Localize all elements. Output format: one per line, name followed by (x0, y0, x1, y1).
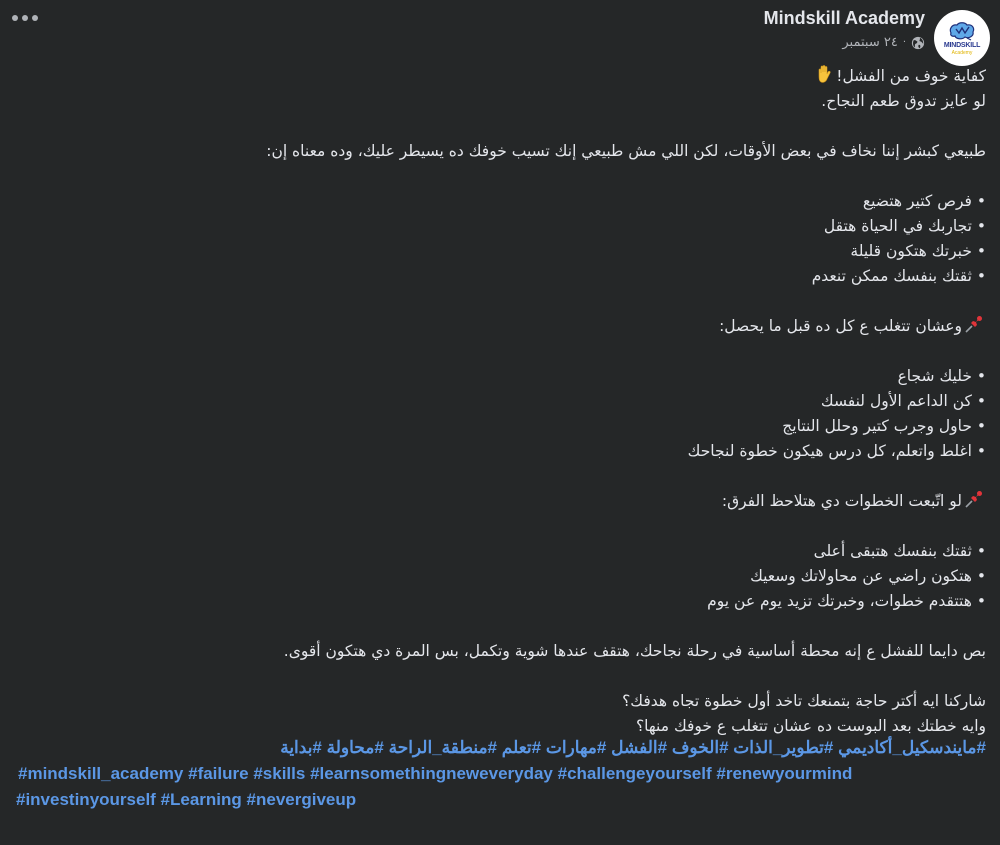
post-date-link[interactable]: ٢٤ سبتمبر (842, 35, 898, 50)
hashtag-link[interactable]: #Learning (160, 790, 242, 809)
post-line-0: كفاية خوف من الفشل! (11, 64, 986, 89)
bullet-item: • خبرتك هتكون قليلة (11, 239, 986, 264)
hashtags-english-line-2 (0, 787, 986, 813)
post-line-17: لو اتّبعت الخطوات دي هتلاحظ الفرق: (11, 489, 986, 514)
hashtag-link[interactable]: #renewyourmind (716, 764, 853, 783)
bullet-item: • ثقتك بنفسك ممكن تنعدم (11, 264, 986, 289)
hashtags-arabic (0, 735, 986, 761)
post-meta (842, 35, 925, 50)
bullet-item: • فرص كتير هتضيع (11, 189, 986, 214)
bullet-item: • خليك شجاع (11, 364, 986, 389)
post-body (11, 64, 986, 739)
hashtag-link[interactable]: #تعلم (501, 738, 542, 757)
bullet-item: • اغلط واتعلم، كل درس هيكون خطوة لنجاحك (11, 439, 986, 464)
post-line-25: شاركنا ايه أكتر حاجة بتمنعك تاخد أول خطوة تجاه هدفك؟ (622, 692, 986, 710)
hashtag-link[interactable]: #investinyourself (16, 790, 156, 809)
pushpin-emoji-icon (964, 314, 984, 334)
hashtag-link[interactable]: #محاولة (326, 738, 384, 757)
hashtag-link[interactable]: #learnsomethingneweveryday (310, 764, 553, 783)
post-spacer (11, 114, 986, 139)
hashtag-link[interactable]: #challengeyourself (557, 764, 712, 783)
hashtags-block (0, 735, 986, 813)
hashtag-link[interactable]: #failure (188, 764, 249, 783)
hashtag-link[interactable]: #بداية (280, 738, 322, 757)
bullet-item: • تجاربك في الحياة هتقل (11, 214, 986, 239)
brain-logo-icon (947, 21, 977, 41)
post-line-10: وعشان تتغلب ع كل ده قبل ما يحصل: (11, 314, 986, 339)
meta-separator: · (902, 37, 906, 48)
post-spacer (11, 289, 986, 314)
bullet-item: • هتكون راضي عن محاولاتك وسعيك (11, 564, 986, 589)
post-line-23: بص دايما للفشل ع إنه محطة أساسية في رحلة نجاحك، هتقف عندها شوية وتكمل، بس المرة دي هتكون أقوى. (283, 642, 986, 660)
globe-icon[interactable] (911, 36, 925, 50)
more-options-icon-dot (32, 15, 38, 21)
more-options-icon-dot (22, 15, 28, 21)
post-spacer (11, 164, 986, 189)
more-options-icon (12, 15, 18, 21)
page-avatar[interactable] (934, 10, 990, 66)
post-line-26: وايه خطتك بعد البوست ده عشان تتغلب ع خوفك منها؟ (635, 717, 986, 735)
hashtags-english-line-1 (0, 761, 986, 787)
hashtag-link[interactable]: #nevergiveup (246, 790, 357, 809)
post-spacer (11, 464, 986, 489)
post-line-1: لو عايز تدوق طعم النجاح. (821, 92, 986, 110)
page-name-link[interactable]: Mindskill Academy (763, 8, 925, 28)
pushpin-emoji-icon (964, 489, 984, 509)
hashtag-link[interactable]: #الفشل (611, 738, 668, 757)
bullet-item: • هتتقدم خطوات، وخبرتك تزيد يوم عن يوم (11, 589, 986, 614)
post-line-3: طبيعي كبشر إننا نخاف في بعض الأوقات، لكن اللي مش طبيعي إنك تسيب خوفك ده يسيطر عليك، وده معناه إن: (266, 142, 986, 160)
hashtag-link[interactable]: #منطقة_الراحة (388, 738, 498, 757)
hashtag-link[interactable]: #مايندسكيل_أكاديمي (838, 738, 986, 757)
avatar-brand-text: MINDSKILL (943, 41, 981, 49)
raised-hand-emoji-icon (814, 64, 834, 84)
post-spacer (11, 514, 986, 539)
hashtag-link[interactable]: #مهارات (545, 738, 607, 757)
hashtag-link[interactable]: #mindskill_academy (18, 764, 184, 783)
bullet-item: • ثقتك بنفسك هتبقى أعلى (11, 539, 986, 564)
post-spacer (11, 339, 986, 364)
avatar-sub-text: Academy (951, 49, 973, 56)
post-spacer (11, 664, 986, 689)
bullet-item: • حاول وجرب كتير وحلل النتايج (11, 414, 986, 439)
more-options-button[interactable] (12, 10, 40, 26)
hashtag-link[interactable]: #الخوف (671, 738, 729, 757)
bullet-item: • كن الداعم الأول لنفسك (11, 389, 986, 414)
hashtag-link[interactable]: #skills (253, 764, 306, 783)
hashtag-link[interactable]: #تطوير_الذات (733, 738, 834, 757)
post-spacer (11, 614, 986, 639)
